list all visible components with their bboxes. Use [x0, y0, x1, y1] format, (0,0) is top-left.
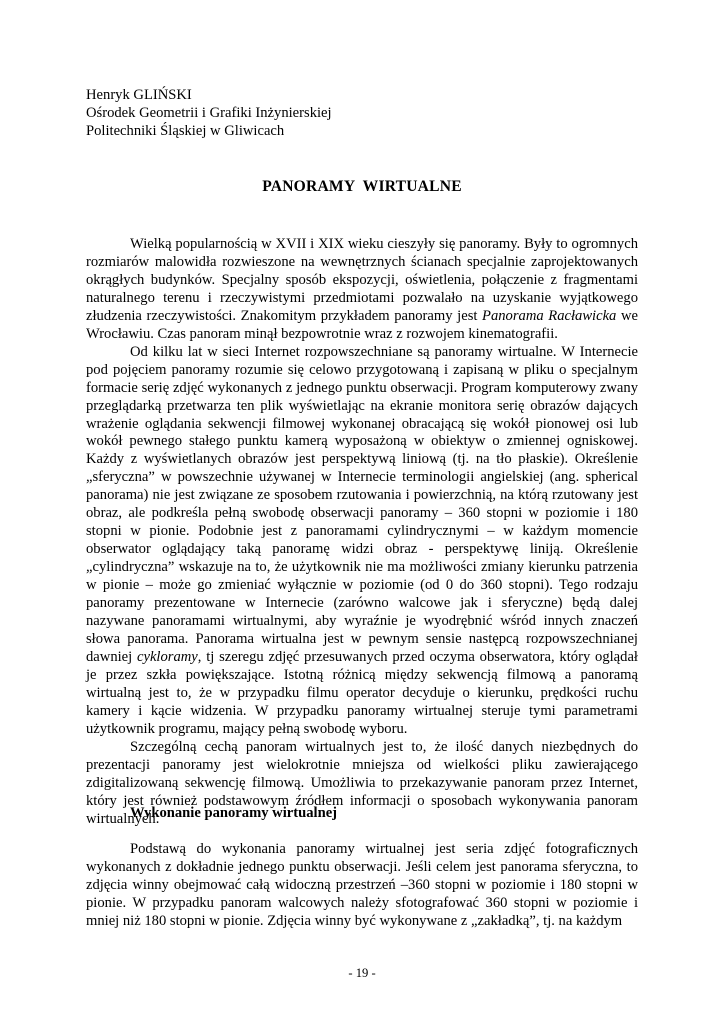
section-heading: Wykonanie panoramy wirtualnej: [130, 805, 338, 821]
intro-body: [86, 236, 638, 828]
paragraph-2-text-b: , tj szeregu zdjęć przesuwanych przed oczyma obserwatora, który oglądał je przez szkła powiększające. Istotną różnicą między sekwencją filmową a panoramą wirtualną jest to, że w przypadku filmu operator decyduje o kierunku, prędkości ruchu kamery i kącie widzenia. W przypadku panoramy wirtualnej steruje tymi parametrami użytkownik programu, mający pełną swobodę wyboru.: [86, 648, 638, 737]
paragraph-4: Podstawą do wykonania panoramy wirtualnej jest seria zdjęć fotograficznych wykonanych z dokładnie jednego punktu obserwacji. Jeśli celem jest panorama sferyczna, to zdjęcia winny obejmować całą widoczną przestrzeń –360 stopni w poziomie i 180 stopni w pionie. W przypadku panoram walcowych należy sfotografować 360 stopni w poziomie i mniej niż 180 stopni w pionie. Zdjęcia winny być wykonywane z „zakładką”, tj. na każdym: [86, 841, 638, 929]
paragraph-1-text-a: Wielką popularnością w XVII i XIX wieku cieszyły się panoramy. Były to ogromnych rozmiarów malowidła rozwieszone na wewnętrznych ścianach specjalnie zaprojektowanych okrągłych budynków. Specjalny sposób ekspozycji, oświetlenia, połączenie z fragmentami naturalnego terenu i rzeczywistymi przedmiotami pozwalało na uzyskanie wyjątkowego złudzenia rzeczywistości. Znakomitym przykładem panoramy jest: [86, 236, 638, 324]
author-affiliation-line-2: Politechniki Śląskiej w Gliwicach: [86, 123, 285, 139]
paragraph-2: [86, 344, 638, 739]
author-affiliation-line-1: Ośrodek Geometrii i Grafiki Inżynierskiej: [86, 105, 332, 121]
paper-title: PANORAMY WIRTUALNE: [262, 178, 462, 195]
author-name: Henryk GLIŃSKI: [86, 87, 192, 103]
paragraph-1-italic-term: Panorama Racławicka: [482, 307, 617, 324]
paragraph-1-text-b: we Wrocławiu. Czas panoram minął bezpowrotnie wraz z rozwojem kinematografii.: [86, 307, 638, 342]
section-body: [86, 841, 638, 931]
paragraph-2-italic-term: cykloramy: [137, 648, 198, 665]
paragraph-3: Szczególną cechą panoram wirtualnych jest to, że ilość danych niezbędnych do prezentacji panoramy jest wielokrotnie mniejsza od wielkości pliku zawierającego zdigitalizowaną sekwencję filmową. Umożliwia to przekazywanie panoram przez Internet, który jest również podstawowym źródłem informacji o sposobach wykonywania panoram wirtualnych.: [86, 738, 638, 827]
page-number: - 19 -: [348, 966, 376, 980]
paragraph-1: [86, 236, 638, 344]
paragraph-2-text-a: Od kilku lat w sieci Internet rozpowszechniane są panoramy wirtualne. W Internecie pod pojęciem panoramy rozumie się celowo przygotowaną i zapisaną w pliku o specjalnym formacie serię zdjęć wykonanych z jednego punktu obserwacji. Program komputerowy zwany przeglądarką przetwarza ten plik wyświetlając na ekranie monitora serię obrazów dających wrażenie oglądania sekwencji filmowej wykonanej obracającą się wokół pionowej osi lub wokół pewnego stałego punktu kamerą wyposażoną w obiektyw o zmiennej ogniskowej. Każdy z wyświetlanych obrazów jest perspektywą liniową (tj. na tło płaskie). Określenie „sferyczna” w powszechnie używanej w Internecie terminologii angielskiej (ang. spherical panorama) nie jest związane ze sposobem rzutowania i powierzchnią, na którą rzutowany jest obraz, ale podkreśla pełną swobodę obserwacji panoramy – 360 stopni w poziomie i 180 stopni w pionie. Podobnie jest z panoramami cylindrycznymi – w każdym momencie obserwator oglądający taką panoramę widzi obraz - perspektywę liniją. Określenie „cylindryczna” wskazuje na to, że użytkownik nie ma możliwości zmiany kierunku patrzenia w pionie – może go zmieniać wyłącznie w poziomie (od 0 do 360 stopni). Tego rodzaju panoramy prezentowane w Internecie (zarówno walcowe jak i sferyczne) będą dalej nazywane panoramami wirtualnymi, aby wyraźnie je wyodrębnić wśród innych znaczeń słowa panorama. Panorama wirtualna jest w pewnym sensie następcą rozpowszechnianej dawniej: [86, 343, 638, 665]
author-block: [86, 86, 332, 140]
